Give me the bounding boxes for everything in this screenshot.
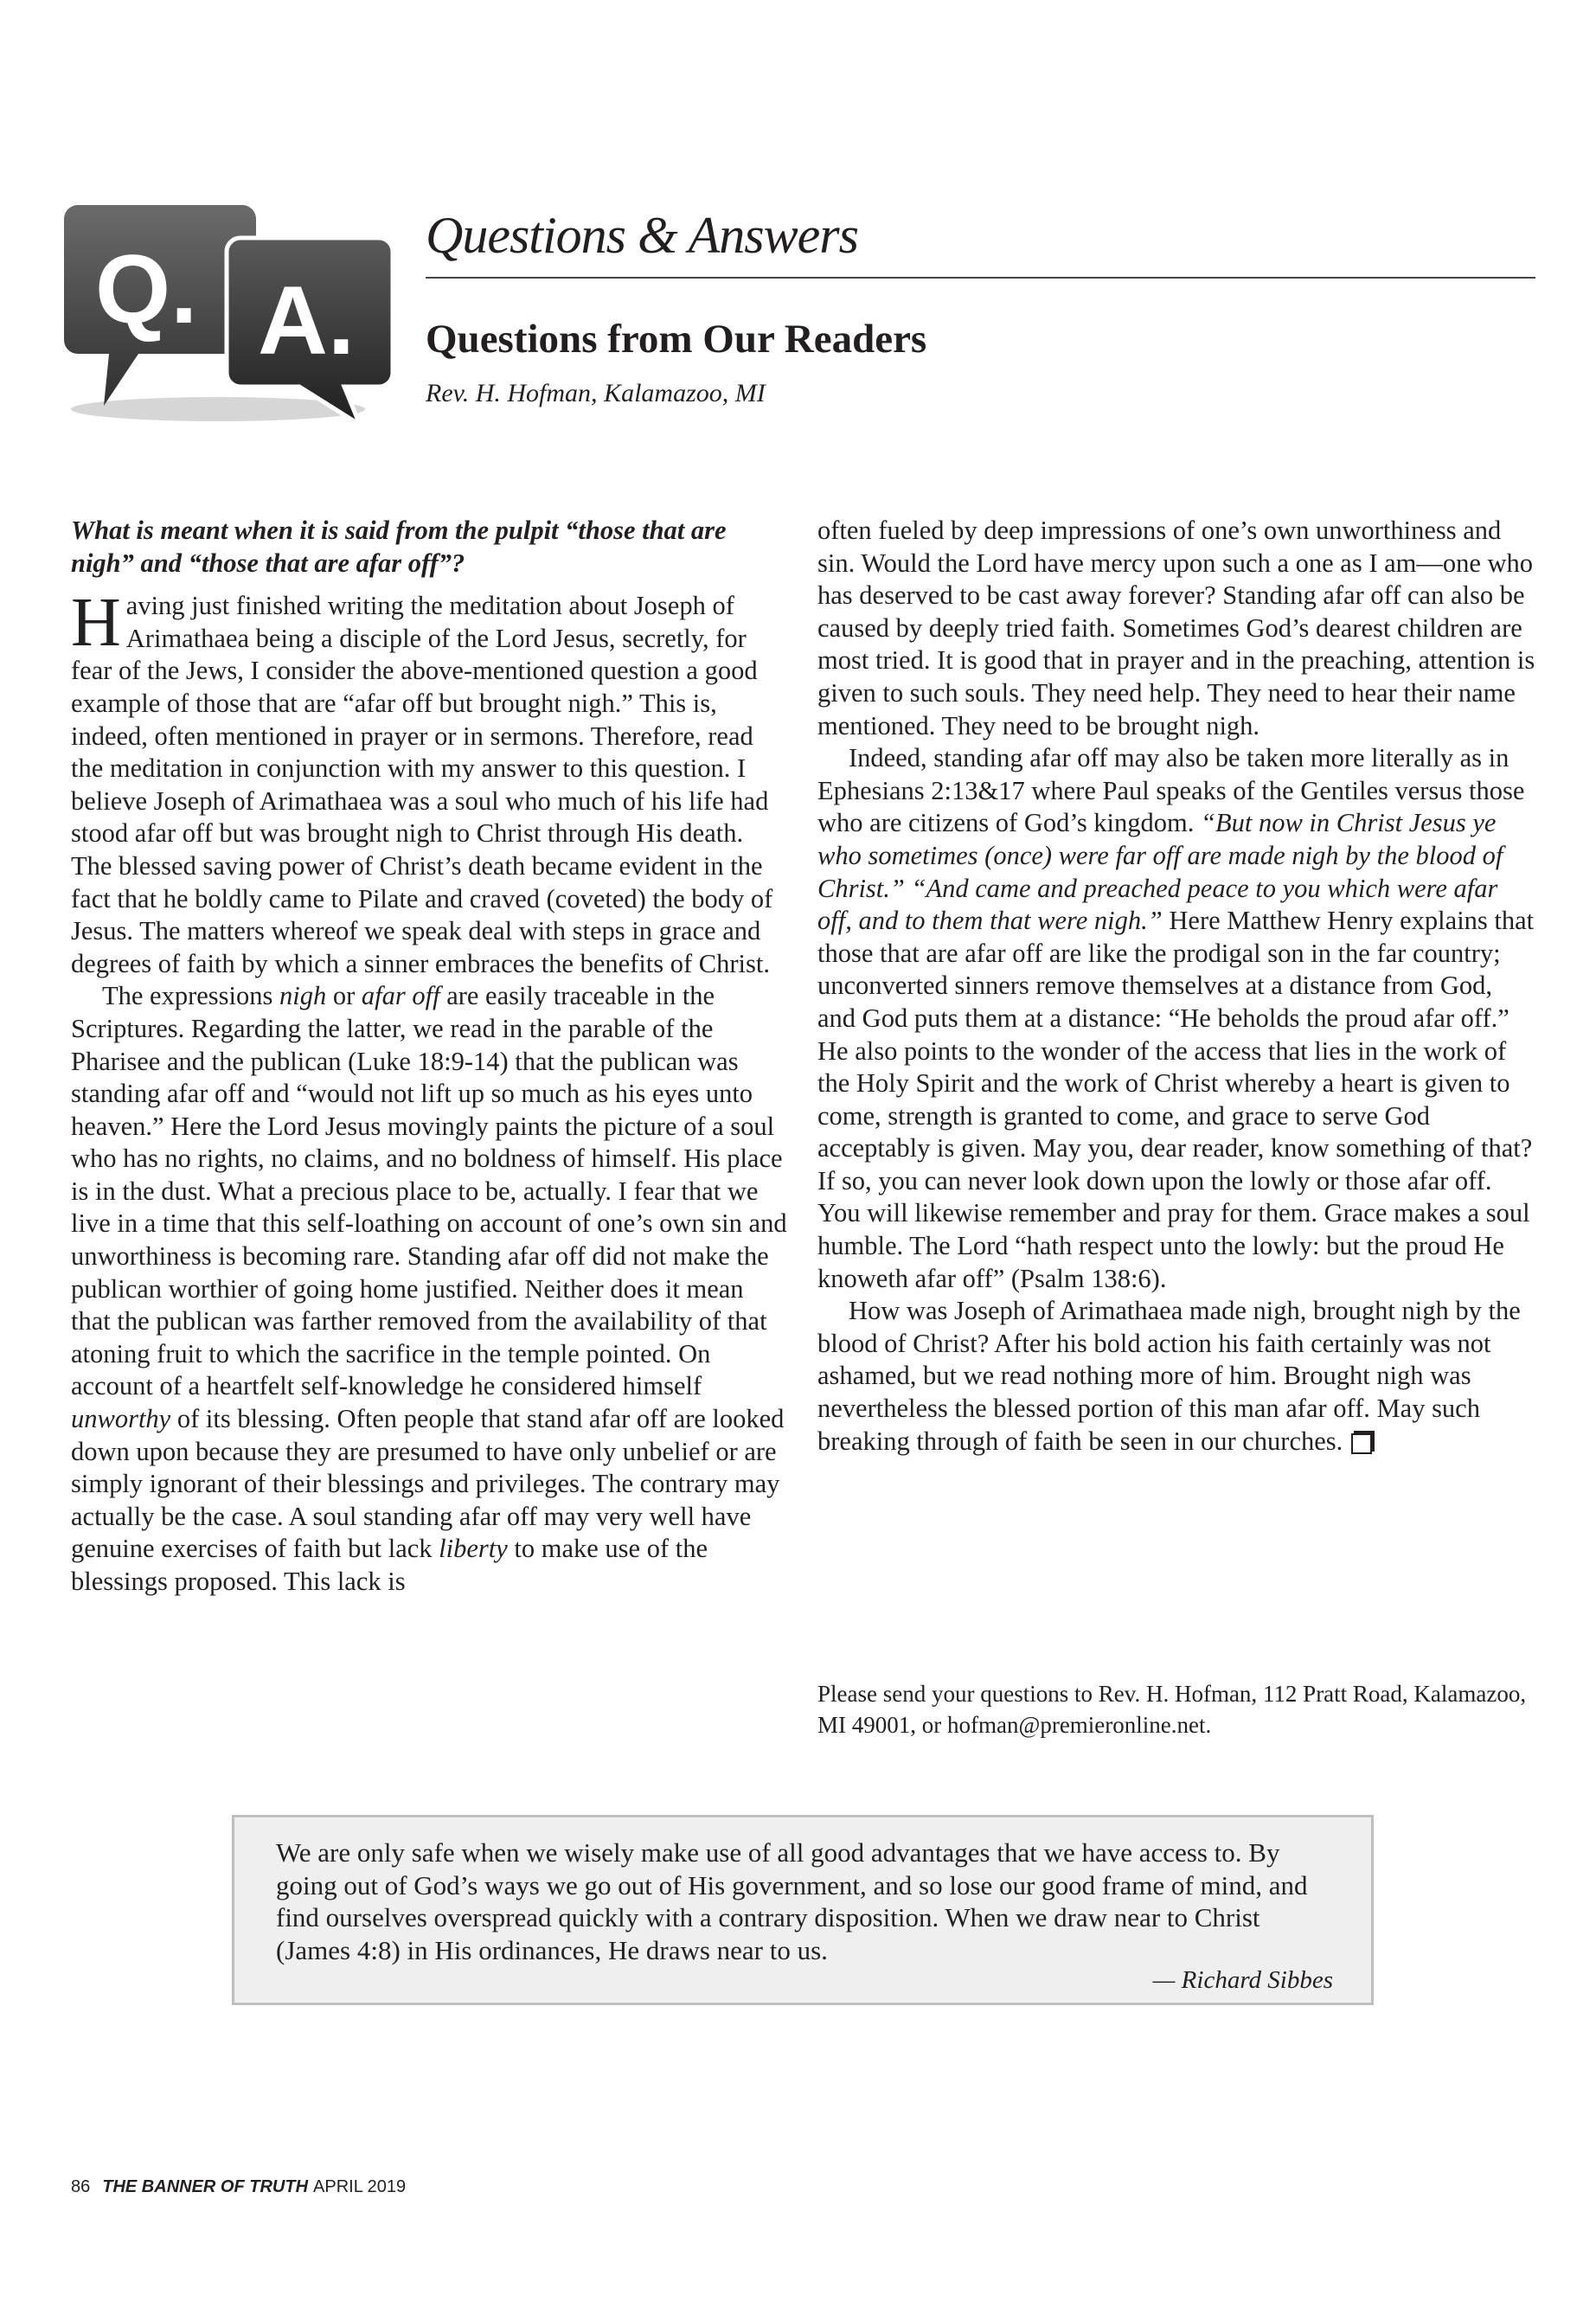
reader-question: What is meant when it is said from the pulpit “those that are nigh” and “those that are afar off”? (71, 516, 727, 578)
paragraph-5: How was Joseph of Arimathaea made nigh, brought nigh by the blood of Christ? After his bold action his faith certainly was not ashamed, but we read nothing more of him. Brought nigh was nevertheless the blessed portion of this man afar off. May such breaking through of faith be seen in our churches. (817, 1296, 1521, 1456)
publication-name: THE BANNER OF TRUTH (102, 2177, 309, 2196)
header-divider (426, 277, 1535, 279)
article-column-right (817, 515, 1535, 1458)
paragraph-2: The expressions nigh or afar off are easily traceable in the Scriptures. Regarding the latter, we read in the parable of the Pharisee and the publican (Luke 18:9-14) that the publican was standing afar off and “would not lift up so much as his eyes unto heaven.” Here the Lord Jesus movingly paints the picture of a soul who has no rights, no claims, and no boldness of himself. His place is in the dust. What a precious place to be, actually. I fear that we live in a time that this self-loathing on account of one’s own sin and unworthiness is becoming rare. Standing afar off did not make the publican worthier of going home justified. Neither does it mean that the publican was farther removed from the availability of that atoning fruit to which the sacrifice in the temple pointed. On account of a heartfelt self-knowledge he considered himself unworthy of its blessing. Often people that stand afar off are looked down upon because they are presumed to have only unbelief or are simply ignorant of their blessings and privileges. The contrary may actually be the case. A soul standing afar off may very well have genuine exercises of faith but lack liberty to make use of the blessings proposed. This lack is (71, 981, 787, 1596)
section-title: Questions & Answers (426, 207, 858, 264)
page-number: 86 (71, 2177, 91, 2196)
author-byline: Rev. H. Hofman, Kalamazoo, MI (426, 379, 766, 407)
quote-author: — Richard Sibbes (1152, 1966, 1333, 1994)
contact-note: Please send your questions to Rev. H. Hofman, 112 Pratt Road, Kalamazoo, MI 49001, or hofman@premieronline.net. (817, 1681, 1527, 1738)
paragraph-1: Having just finished writing the meditation about Joseph of Arimathaea being a disciple of the Lord Jesus, secretly, for fear of the Jews, I consider the above-mentioned question a good example of those that are “afar off but brought nigh.” This is, indeed, often mentioned in prayer or in sermons. Therefore, read the meditation in conjunction with my answer to this question. I believe Joseph of Arimathaea was a soul who much of his life had stood afar off but was brought nigh to Christ through His death. The blessed saving power of Christ’s death became evident in the fact that he boldly came to Pilate and craved (coveted) the body of Jesus. The matters whereof we speak deal with steps in grace and degrees of faith by which a sinner embraces the benefits of Christ. (71, 585, 773, 978)
logo-q-letter: Q. (95, 235, 198, 343)
paragraph-4: Indeed, standing afar off may also be taken more literally as in Ephesians 2:13&17 where Paul speaks of the Gentiles versus those who are citizens of God’s kingdom. “But now in Christ Jesus ye who sometimes (once) were far off are made nigh by the blood of Christ.” “And came and preached peace to you which were afar off, and to them that were nigh.” Here Matthew Henry explains that those that are afar off are like the prodigal son in the far country; unconverted sinners remove themselves at a distance from God, and God puts them at a distance: “He beholds the proud afar off.” He also points to the wonder of the access that lies in the work of the Holy Spirit and the work of Christ whereby a heart is given to come, strength is granted to come, and grace to serve God acceptably is given. May you, dear reader, know something of that? If so, you can never look down upon the lowly or those afar off. You will likewise remember and pray for them. Grace makes a soul humble. The Lord “hath respect unto the lowly: but the proud He knoweth afar off” (Psalm 138:6). (817, 743, 1535, 1293)
qa-speech-bubbles-icon (62, 195, 408, 428)
article-title: Questions from Our Readers (426, 317, 927, 362)
quote-box (232, 1815, 1374, 2005)
paragraph-3: often fueled by deep impressions of one’s own unworthiness and sin. Would the Lord have mercy upon such a one as I am—one who has deserved to be cast away forever? Standing afar off can also be caused by deeply tried faith. Sometimes God’s dearest children are most tried. It is good that in prayer and in the preaching, attention is given to such souls. They need help. They need to hear their name mentioned. They need to be brought nigh. (817, 516, 1535, 740)
page-footer (71, 2177, 406, 2197)
article-column-left (71, 515, 789, 1599)
logo-a-letter: A. (258, 266, 355, 375)
issue-date: APRIL 2019 (313, 2177, 407, 2196)
quote-text: We are only safe when we wisely make use of all good advantages that we have access to. By going out of God’s ways we go out of His government, and so lose our good frame of mind, and find ourselves overspread quickly with a contrary disposition. When we draw near to Christ (James 4:8) in His ordinances, He draws near to us. (276, 1837, 1308, 1965)
end-of-article-box-icon (1351, 1433, 1372, 1454)
